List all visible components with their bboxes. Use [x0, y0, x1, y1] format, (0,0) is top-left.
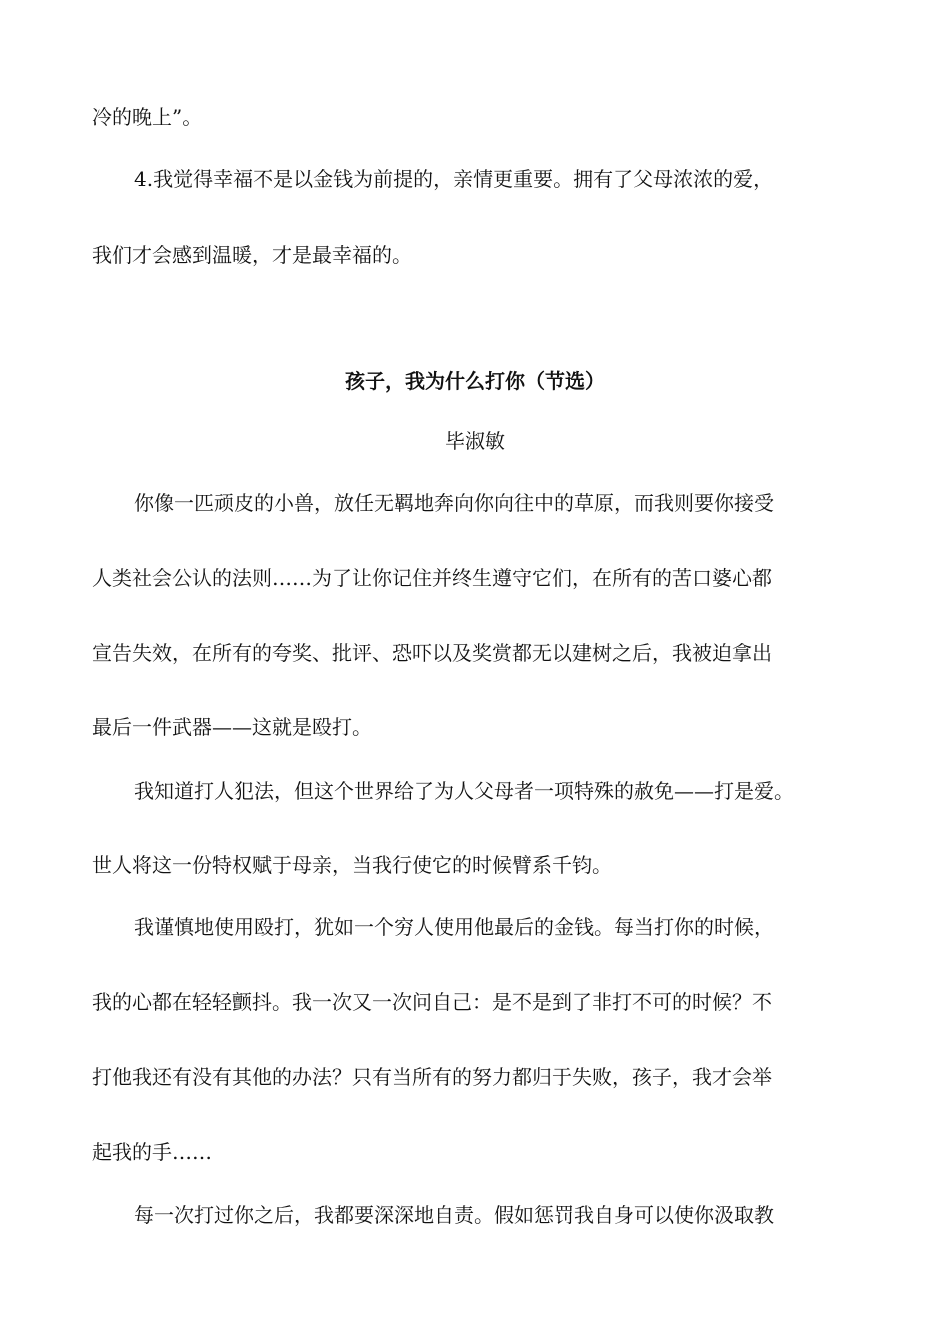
prev-text-line: 冷的晚上”。: [92, 105, 203, 129]
paragraph-3-line-2: 我的心都在轻轻颤抖。我一次又一次问自己：是不是到了非打不可的时候？不: [92, 990, 772, 1014]
paragraph-2-line-2: 世人将这一份特权赋于母亲，当我行使它的时候臂系千钧。: [92, 853, 612, 877]
paragraph-4-line-1: 每一次打过你之后，我都要深深地自责。假如惩罚我自身可以使你汲取教: [134, 1203, 774, 1227]
prev-item-4-line-1: 4.我觉得幸福不是以金钱为前提的，亲情更重要。拥有了父母浓浓的爱，: [134, 167, 774, 191]
paragraph-1-line-2: 人类社会公认的法则……为了让你记住并终生遵守它们，在所有的苦口婆心都: [92, 566, 772, 590]
paragraph-2-line-1: 我知道打人犯法，但这个世界给了为人父母者一项特殊的赦免——打是爱。: [134, 779, 794, 803]
paragraph-1-line-3: 宣告失效，在所有的夸奖、批评、恐吓以及奖赏都无以建树之后，我被迫拿出: [92, 641, 772, 665]
paragraph-1-line-1: 你像一匹顽皮的小兽，放任无羁地奔向你向往中的草原，而我则要你接受: [134, 491, 774, 515]
paragraph-3-line-1: 我谨慎地使用殴打，犹如一个穷人使用他最后的金钱。每当打你的时候，: [134, 915, 774, 939]
paragraph-3-line-3: 打他我还有没有其他的办法？只有当所有的努力都归于失败，孩子，我才会举: [92, 1065, 772, 1089]
paragraph-3-line-4: 起我的手……: [92, 1140, 212, 1164]
prev-item-4-line-2: 我们才会感到温暖，才是最幸福的。: [92, 243, 412, 267]
article-title: 孩子，我为什么打你（节选）: [345, 369, 605, 393]
paragraph-1-line-4: 最后一件武器——这就是殴打。: [92, 715, 372, 739]
article-author: 毕淑敏: [445, 429, 505, 453]
